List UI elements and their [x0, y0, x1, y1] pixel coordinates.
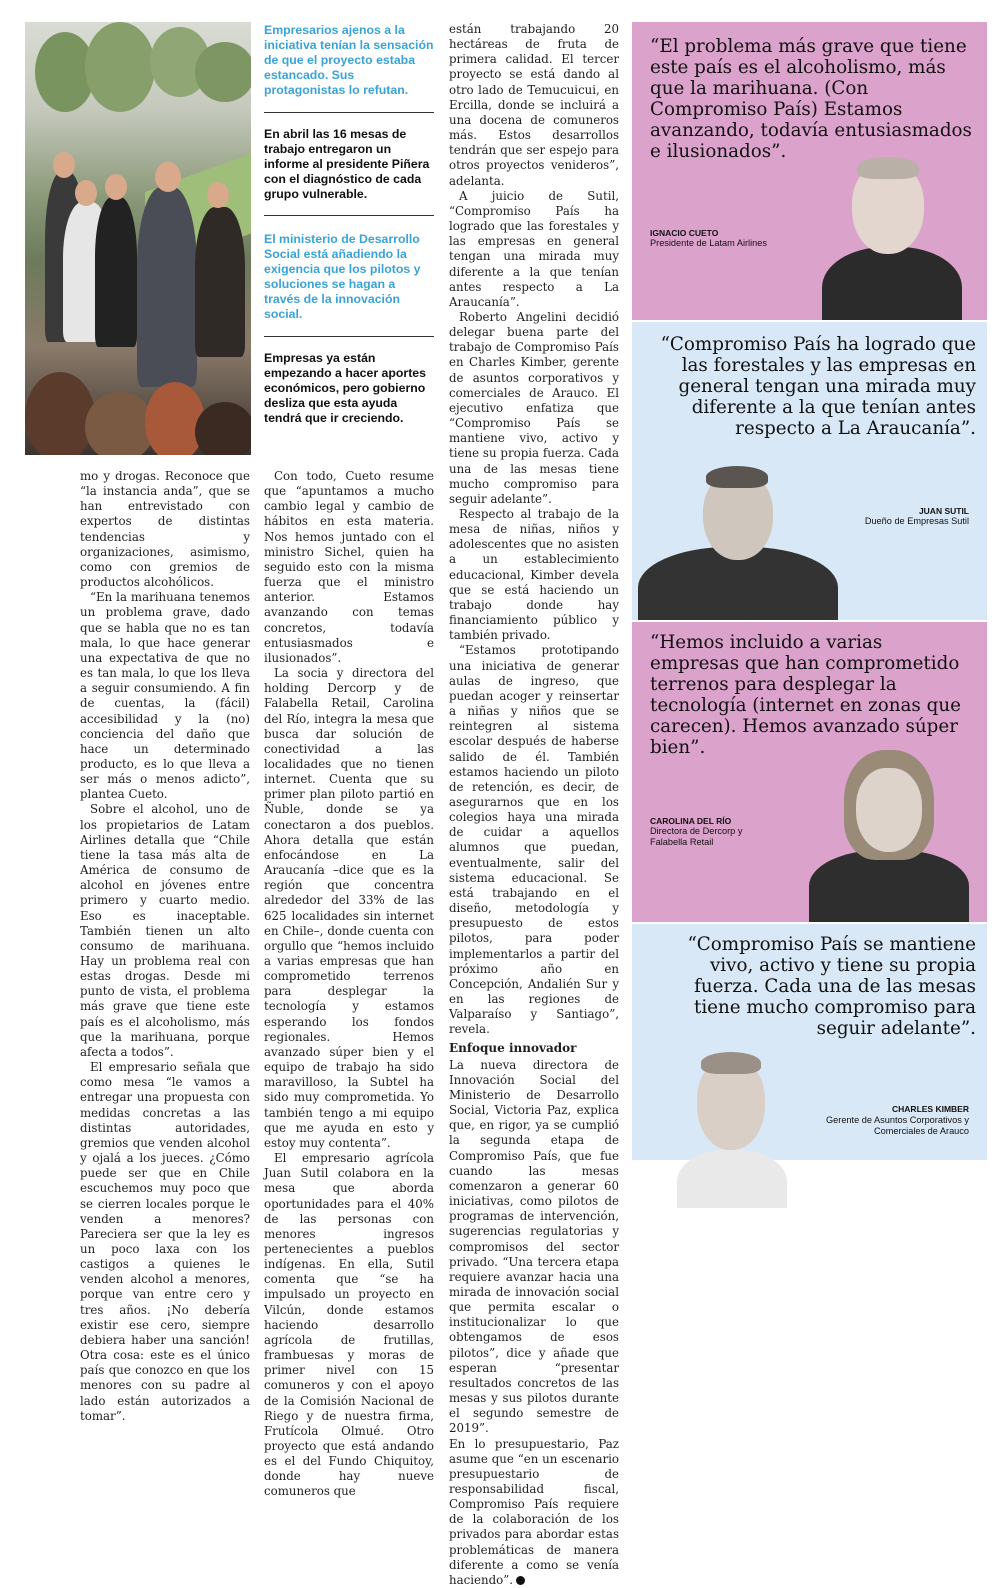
- paragraph: mo y drogas. Reconoce que “la instancia anda”, que se han entrevistado con expertos de distintas tendencias y organizaciones, asimismo, como con gremios de productos alcohólicos.: [80, 469, 250, 590]
- paragraph: La socia y directora del holding Dercorp y de Falabella Retail, Carolina del Río, integra la mesa que busca dar solución de conectividad a las localidades que no tienen internet. Cuenta que su primer plan piloto partió en Ñuble, donde se ya conectaron a dos pueblos. Ahora detalla que están enfocándose en La Araucanía –dice que es la región que concentra alrededor del 33% de las 625 localidades sin internet en Chile–, donde cuenta con orgullo que “hemos incluido a varias empresas que han comprometido terrenos para desplegar la tecnología y estamos esperando los fondos regionales. Hemos avanzado súper bien y el equipo de trabajo ha sido maravilloso, la Subtel ha sido muy comprometida. Yo también tengo a mi equipo que me ayuda en esto y estoy muy contenta”.: [264, 666, 434, 1150]
- quote-author-name: IGNACIO CUETO: [650, 228, 719, 238]
- portrait-delrio: [804, 750, 974, 922]
- paragraph: La nueva directora de Innovación Social del Ministerio de Desarrollo Social, Victoria Paz, explica que, en rigor, ya se cumplió la segunda etapa de Compromiso País, que fue cuando las mesas comenzaron a generar 60 iniciativas, como pilotos de programas de intervención, sugerencias regulatorias y compromisos del sector privado. “Una tercera etapa requiere avanzar hacia una mirada de innovación social que permita escalar o institucionalizar lo que obtengamos de esos pilotos”, dice y añade que esperan “presentar resultados concretos de las mesas y sus pilotos durante el segundo semestre de 2019”.: [449, 1057, 619, 1436]
- quote-author-name: CHARLES KIMBER: [892, 1104, 969, 1114]
- portrait-cueto: [812, 152, 972, 320]
- paragraph: El empresario agrícola Juan Sutil colabora en la mesa que aborda oportunidades para el 40% de las personas con menores ingresos pertenecientes a pueblos indígenas. En ella, Sutil comenta que “se ha impulsado un proyecto en Vilcún, donde estamos haciendo desarrollo agrícola de frutillas, frambuesas y moras de primer nivel con 15 comuneros y con el apoyo de la Comisión Nacional de Riego y de nuestra firma, Frutícola Olmué. Otro proyecto que está andando es el del Fundo Chiquitoy, donde hay nueve comuneros que: [264, 1151, 434, 1499]
- quote-author-role: Gerente de Asuntos Corporativos y Comerciales de Arauco: [826, 1115, 969, 1136]
- article-column-1: [80, 469, 250, 1424]
- divider: [264, 112, 434, 113]
- end-mark-icon: [516, 1576, 525, 1585]
- quote-box-delrio: [632, 622, 987, 922]
- highlight-4: Empresas ya están empezando a hacer aportes económicos, pero gobierno desliza que esta ayuda tendrá que ir creciendo.: [264, 351, 426, 425]
- highlight-1: Empresarios ajenos a la iniciativa tenían la sensación de que el proyecto estaba estancado. Sus protagonistas lo refutan.: [264, 23, 434, 97]
- quote-text: “Compromiso País se mantiene vivo, activo y tiene su propia fuerza. Cada una de las mesas tiene mucho compromiso para seguir adelante”.: [687, 934, 976, 1039]
- article-column-2: [264, 469, 434, 1500]
- divider: [264, 336, 434, 337]
- paragraph: están trabajando 20 hectáreas de fruta de primera calidad. El tercer proyecto se está dando al otro lado de Temucuicui, en Ercilla, donde se incluirá a una docena de comuneros más. Estos desarrollos tendrán que ser espejo para otros proyectos venideros”, adelanta.: [449, 22, 619, 188]
- highlight-2: En abril las 16 mesas de trabajo entregaron un informe al presidente Piñera con el diagnóstico de cada grupo vulnerable.: [264, 127, 430, 201]
- paragraph: “Estamos prototipando una iniciativa de generar aulas de ingreso, que puedan acoger y reinsertar a niñas y niños que se reintegren al sistema escolar después de haberse salido de él. También estamos haciendo un piloto de retención, es decir, de asegurarnos que en los colegios haya una mirada de cuidar a aquellos alumnos que puedan, eventualmente, salir del sistema educacional. Se está trabajando en el diseño, metodología y presupuesto de estos pilotos, para poder implementarlos a partir del próximo año en Concepción, Andalién Sur y en las regiones de Valparaíso y Santiago”, revela.: [449, 643, 619, 1037]
- quote-box-sutil: [632, 322, 987, 620]
- portrait-kimber: [677, 1050, 787, 1208]
- quote-box-cueto: [632, 22, 987, 320]
- event-photo: [25, 22, 251, 455]
- quote-author-role: Directora de Dercorp y Falabella Retail: [650, 826, 743, 847]
- quote-author-name: JUAN SUTIL: [918, 506, 969, 516]
- section-heading: Enfoque innovador: [449, 1041, 577, 1056]
- quote-author-role: Dueño de Empresas Sutil: [864, 516, 969, 526]
- paragraph: Respecto al trabajo de la mesa de niñas, niños y adolescentes que no asisten a un establecimiento educacional, Kimber devela que se está haciendo un trabajo donde hay financiamiento público y también privado.: [449, 507, 619, 643]
- highlight-3: El ministerio de Desarrollo Social está añadiendo la exigencia que los pilotos y soluciones se hagan a través de la innovación social.: [264, 232, 421, 321]
- article-column-3: [449, 22, 619, 1588]
- quote-author-role: Presidente de Latam Airlines: [650, 238, 767, 248]
- divider: [264, 215, 434, 216]
- quote-text: “El problema más grave que tiene este país es el alcoholismo, más que la marihuana. (Con Compromiso País) Estamos avanzando, todavía entusiasmados e ilusionados”.: [650, 36, 972, 162]
- paragraph: El empresario señala que como mesa “le vamos a entregar una propuesta con medidas concretas a las distintas autoridades, gremios que venden alcohol y ojalá a los jueces. ¿Cómo puede ser que en Chile escuchemos muy poco que se cierren locales porque le venden a menores? Pareciera ser que la ley es un poco laxa con los castigos a quienes le venden alcohol a menores, porque van entre cero y tres años. ¡No debería existir ese cero, siempre debiera haber una sanción! Otra cosa: este es el único país que conozco en que los menores con su padre al lado están autorizados a tomar”.: [80, 1060, 250, 1423]
- portrait-sutil: [638, 462, 838, 620]
- paragraph: Roberto Angelini decidió delegar buena parte del trabajo de Compromiso País en Charles Kimber, gerente de asuntos corporativos y comerciales de Arauco. El ejecutivo enfatiza que “Compromiso País se mantiene vivo, activo y tiene su propia fuerza. Cada una de las mesas tiene mucho compromiso para seguir adelante”.: [449, 309, 619, 506]
- quote-author-name: CAROLINA DEL RÍO: [650, 816, 732, 826]
- quote-text: “Hemos incluido a varias empresas que han comprometido terrenos para desplegar la tecnología (internet en zonas que carecen). Hemos avanzado súper bien”.: [650, 632, 961, 758]
- paragraph: Sobre el alcohol, uno de los propietarios de Latam Airlines detalla que “Chile tiene la tasa más alta de América de consumo de alcohol en jóvenes entre primero y cuarto medio. Eso es inaceptable. También tienen un alto consumo de marihuana. Hay un problema real con estas drogas. Desde mi punto de vista, el problema más grave que tiene este país es el alcoholismo, más que la marihuana, porque afecta a todos”.: [80, 802, 250, 1059]
- paragraph: “En la marihuana tenemos un problema grave, dado que se habla que no es tan mala, lo que hace generar una expectativa de que no es tan mala, lo que los lleva a seguir consumiendo. A fin de cuentas, la (fácil) accesibilidad y la (no) conciencia del daño que hace un determinado producto, es lo que lleva a ser más o menos adicto”, plantea Cueto.: [80, 590, 250, 802]
- paragraph: Con todo, Cueto resume que “apuntamos a mucho cambio legal y cambio de hábitos en esta materia. Nos hemos juntado con el ministro Sichel, quien ha seguido esto con la misma fuerza que el ministro anterior. Estamos avanzando con temas concretos, todavía entusiasmados e ilusionados”.: [264, 469, 434, 665]
- quote-text: “Compromiso País ha logrado que las forestales y las empresas en general tengan una mirada muy diferente a la que tenían antes respecto a La Araucanía”.: [660, 334, 976, 439]
- paragraph: En lo presupuestario, Paz asume que “en un escenario presupuestario de responsabilidad fiscal, Compromiso País requiere de la colaboración de los privados para abordar estas problemáticas de manera diferente a como se venía haciendo”.: [449, 1436, 619, 1587]
- paragraph: A juicio de Sutil, “Compromiso País ha logrado que las forestales y las empresas en general tengan una mirada muy diferente a la que tenían antes respecto a La Araucanía”.: [449, 188, 619, 309]
